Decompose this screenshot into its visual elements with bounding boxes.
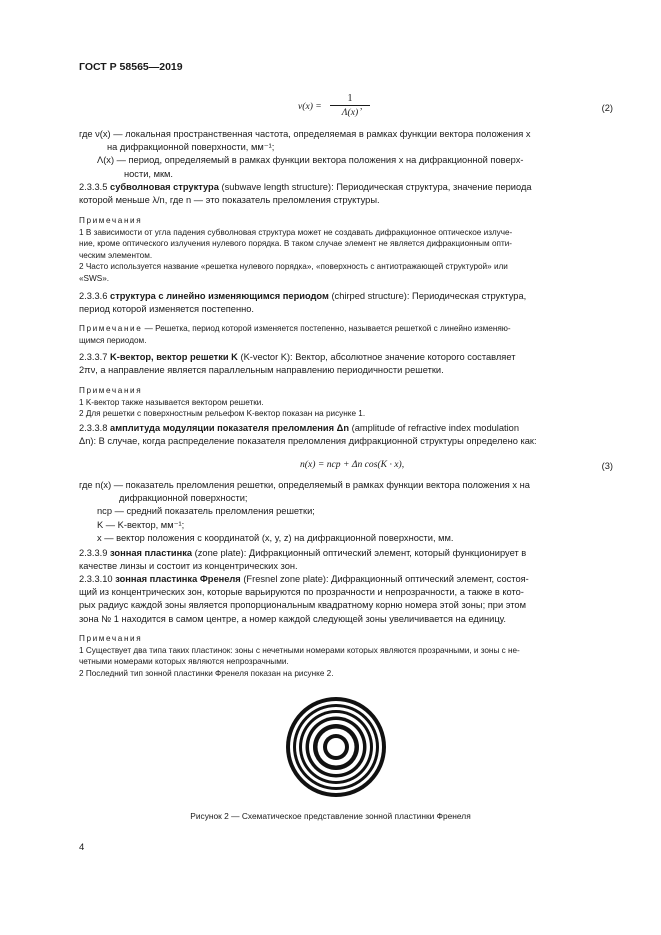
- section-term: субволновая структура: [110, 182, 219, 192]
- equation-2-lhs: ν(x) =: [298, 101, 322, 112]
- section-number: 2.3.3.6: [79, 291, 108, 301]
- notes-heading: Примечания: [79, 216, 143, 225]
- section-text: качестве линзы и состоит из концентрических зон.: [79, 561, 298, 572]
- where2-line: x — вектор положения с координатой (x, y, z) на дифракционной поверхности, мм.: [97, 532, 454, 543]
- section-text: 2πν, а направление является параллельным направлению периодичности решетки.: [79, 365, 444, 376]
- note-line: 1 В зависимости от угла падения субволновая структура может не создавать дифракционное оптическое излуче-: [79, 227, 513, 237]
- section-2-3-3-8: [79, 422, 615, 448]
- note-line: 1 Существует два типа таких пластинок: зоны с нечетными номерами которых являются прозрачными, и зоны с не-: [79, 645, 520, 655]
- section-text: рых радиус каждой зоны является пропорциональным квадратному корню номера этой зоны; при этом: [79, 600, 526, 611]
- notes-block-3: [79, 385, 615, 420]
- section-text: зона № 1 находится в самом центре, а номер каждой следующей зоны увеличивается на единицу.: [79, 613, 506, 624]
- section-number: 2.3.3.10: [79, 574, 113, 584]
- section-term: амплитуда модуляции показателя преломления Δn: [110, 423, 349, 433]
- document-id: ГОСТ Р 58565—2019: [79, 61, 183, 73]
- equation-2-fraction: [330, 93, 370, 118]
- section-term: зонная пластинка: [110, 548, 193, 558]
- notes-heading: Примечания: [79, 634, 143, 643]
- note-line: — Решетка, период которой изменяется постепенно, называется решеткой с линейно изменяю-: [144, 324, 511, 333]
- where2-line: дифракционной поверхности;: [119, 493, 248, 504]
- section-2-3-3-6: [79, 290, 615, 316]
- notes-heading: Примечания: [79, 386, 143, 395]
- notes-block-1: [79, 215, 615, 285]
- section-number: 2.3.3.7: [79, 352, 108, 362]
- where2-line: где n(x) — показатель преломления решетки, определяемый в рамках функции вектора положения x на: [79, 480, 530, 490]
- section-number: 2.3.3.8: [79, 423, 108, 433]
- equation-2-tail: ,: [360, 101, 363, 112]
- note-line: щимся периодом.: [79, 335, 147, 345]
- page-number: 4: [79, 842, 85, 853]
- section-text: щий из концентрических зон, которые варьируются по прозрачности и непрозрачности, а также в кото-: [79, 587, 524, 598]
- section-term: структура с линейно изменяющимся периодом: [110, 291, 329, 301]
- equation-3-number: (3): [601, 461, 613, 471]
- section-2-3-3-5: [79, 181, 615, 207]
- note-line: 2 Последний тип зонной пластинки Френеля показан на рисунке 2.: [79, 668, 334, 678]
- where2-line: K — K-вектор, мм⁻¹;: [97, 519, 185, 530]
- equation-2-number: (2): [601, 103, 613, 113]
- section-text: (amplitude of refractive index modulation: [351, 423, 520, 433]
- section-2-3-3-9: [79, 547, 615, 573]
- section-text: (zone plate): Дифракционный оптический элемент, который функционирует в: [194, 548, 527, 558]
- section-number: 2.3.3.9: [79, 548, 108, 558]
- section-2-3-3-10: [79, 573, 615, 626]
- section-text: Δn): В случае, когда распределение показателя преломления дифракционной структуры определено как:: [79, 436, 537, 447]
- section-term: K-вектор, вектор решетки K: [110, 352, 238, 362]
- where1-line: где ν(x) — локальная пространственная частота, определяемая в рамках функции вектора положения x: [79, 129, 531, 139]
- section-text: (K-vector K): Вектор, абсолютное значение которого составляет: [240, 352, 516, 362]
- equation-2-numerator: 1: [347, 93, 353, 104]
- where1-line: Λ(x) — период, определяемый в рамках функции вектора положения x на дифракционной поверх-: [97, 155, 524, 166]
- section-text: (subwave length structure): Периодическая структура, значение периода: [221, 182, 532, 192]
- section-text: (chirped structure): Периодическая структура,: [331, 291, 527, 301]
- where2-line: nср — средний показатель преломления решетки;: [97, 506, 315, 517]
- section-term: зонная пластинка Френеля: [115, 574, 241, 584]
- note-line: четными номерами которых являются непрозрачными.: [79, 657, 289, 667]
- note-line: ние, кроме оптического излучения нулевого порядка. В таком случае элемент не является дифракционным опти-: [79, 239, 513, 249]
- where1-line: ности, мкм.: [124, 168, 174, 179]
- section-2-3-3-7: [79, 351, 615, 377]
- figure-caption: Рисунок 2 — Схематическое представление зонной пластинки Френеля: [190, 811, 471, 821]
- equation-3: n(x) = nср + Δn cos(K · x),: [300, 459, 405, 470]
- note-line: «SWS».: [79, 273, 110, 283]
- fraction-bar: [330, 105, 370, 106]
- section-text: (Fresnel zone plate): Дифракционный оптический элемент, состоя-: [243, 574, 529, 584]
- section-text: период которой изменяется постепенно.: [79, 304, 254, 315]
- fresnel-zone-plate-figure: [286, 697, 386, 797]
- note-line: 1 K-вектор также называется вектором решетки.: [79, 397, 264, 407]
- notes-heading: Примечание: [79, 324, 143, 333]
- where1-line: на дифракционной поверхности, мм⁻¹;: [107, 142, 275, 153]
- section-number: 2.3.3.5: [79, 182, 108, 192]
- notes-block-4: [79, 633, 615, 679]
- section-text: которой меньше λ/n, где n — это показатель преломления структуры.: [79, 195, 380, 206]
- note-line: 2 Часто используется название «решетка нулевого порядка», «поверхность с антиотражающей структурой» или: [79, 262, 508, 272]
- note-block-2: [79, 323, 615, 346]
- equation-2-denominator: Λ(x): [341, 107, 359, 118]
- note-line: 2 Для решетки с поверхностным рельефом K-вектор показан на рисунке 1.: [79, 409, 366, 419]
- where-block-2: [79, 479, 615, 545]
- note-line: ческим элементом.: [79, 250, 153, 260]
- where-block-1: [79, 128, 615, 181]
